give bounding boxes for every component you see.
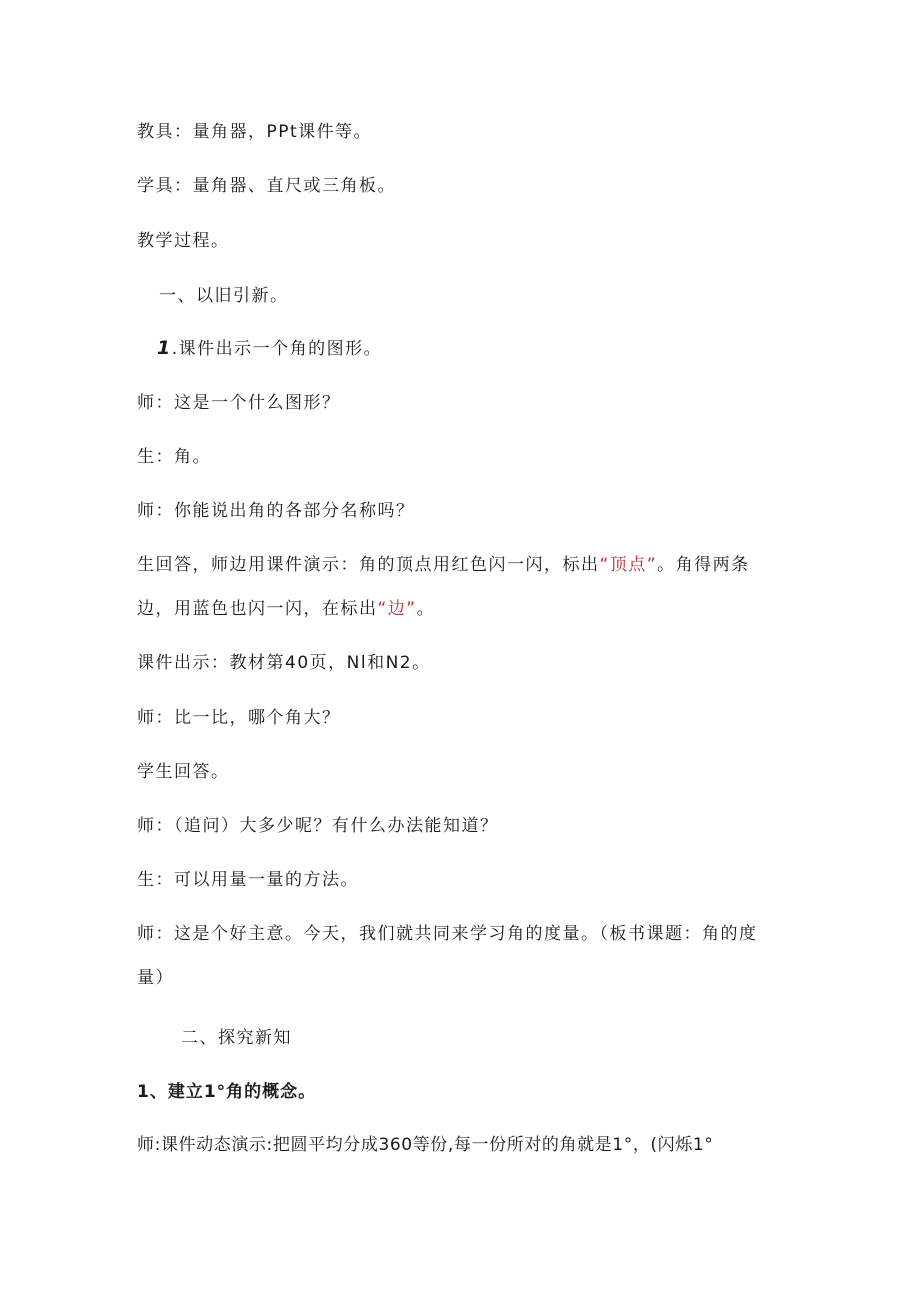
edge-line-end: 。 xyxy=(416,599,436,619)
item-1-text: .课件出示一个角的图形。 xyxy=(171,339,383,359)
teacher-compare-line: 师：比一比，哪个角大？ xyxy=(137,708,341,728)
section-one-heading: 一、以旧引新。 xyxy=(159,286,289,306)
edge-line xyxy=(137,597,435,621)
student-response-line: 学生回答。 xyxy=(137,762,230,782)
teacher-demo-line: 师:课件动态演示:把圆平均分成360等份,每一份所对的角就是1°，(闪烁1° xyxy=(137,1135,714,1155)
edge-line-text: 边，用蓝色也闪一闪，在标出 xyxy=(137,599,378,619)
teacher-question-1: 师：这是一个什么图形？ xyxy=(137,393,341,413)
student-answer-1: 生：角。 xyxy=(137,447,211,467)
edge-highlight: “边” xyxy=(377,599,417,619)
item-1-line xyxy=(157,336,382,361)
subsection-1-heading: 1、建立1°角的概念。 xyxy=(137,1082,317,1102)
teaching-aids-line: 教具：量角器，PPt课件等。 xyxy=(137,122,373,142)
student-reply-line xyxy=(137,553,750,577)
reply-part-1: 生回答，师边用课件演示：角的顶点用红色闪一闪，标出 xyxy=(137,555,600,575)
courseware-display-line: 课件出示：教材第40页，Nl和N2。 xyxy=(137,653,431,673)
reply-part-3: 。角得两条 xyxy=(657,555,750,575)
teaching-process-heading: 教学过程。 xyxy=(137,231,230,251)
item-1-number: 1 xyxy=(157,337,172,359)
teacher-followup-line: 师：（追问）大多少呢？有什么办法能知道？ xyxy=(137,816,499,836)
vertex-highlight: “顶点” xyxy=(599,555,658,575)
student-tools-line: 学具：量角器、直尺或三角板。 xyxy=(137,176,396,196)
section-two-heading: 二、探究新知 xyxy=(181,1028,292,1048)
student-measure-line: 生：可以用量一量的方法。 xyxy=(137,870,359,890)
teacher-intro-line-end: 量） xyxy=(137,968,174,988)
teacher-question-2: 师：你能说出角的各部分名称吗？ xyxy=(137,501,415,521)
teacher-intro-line: 师：这是个好主意。今天，我们就共同来学习角的度量。（板书课题：角的度 xyxy=(137,924,758,944)
